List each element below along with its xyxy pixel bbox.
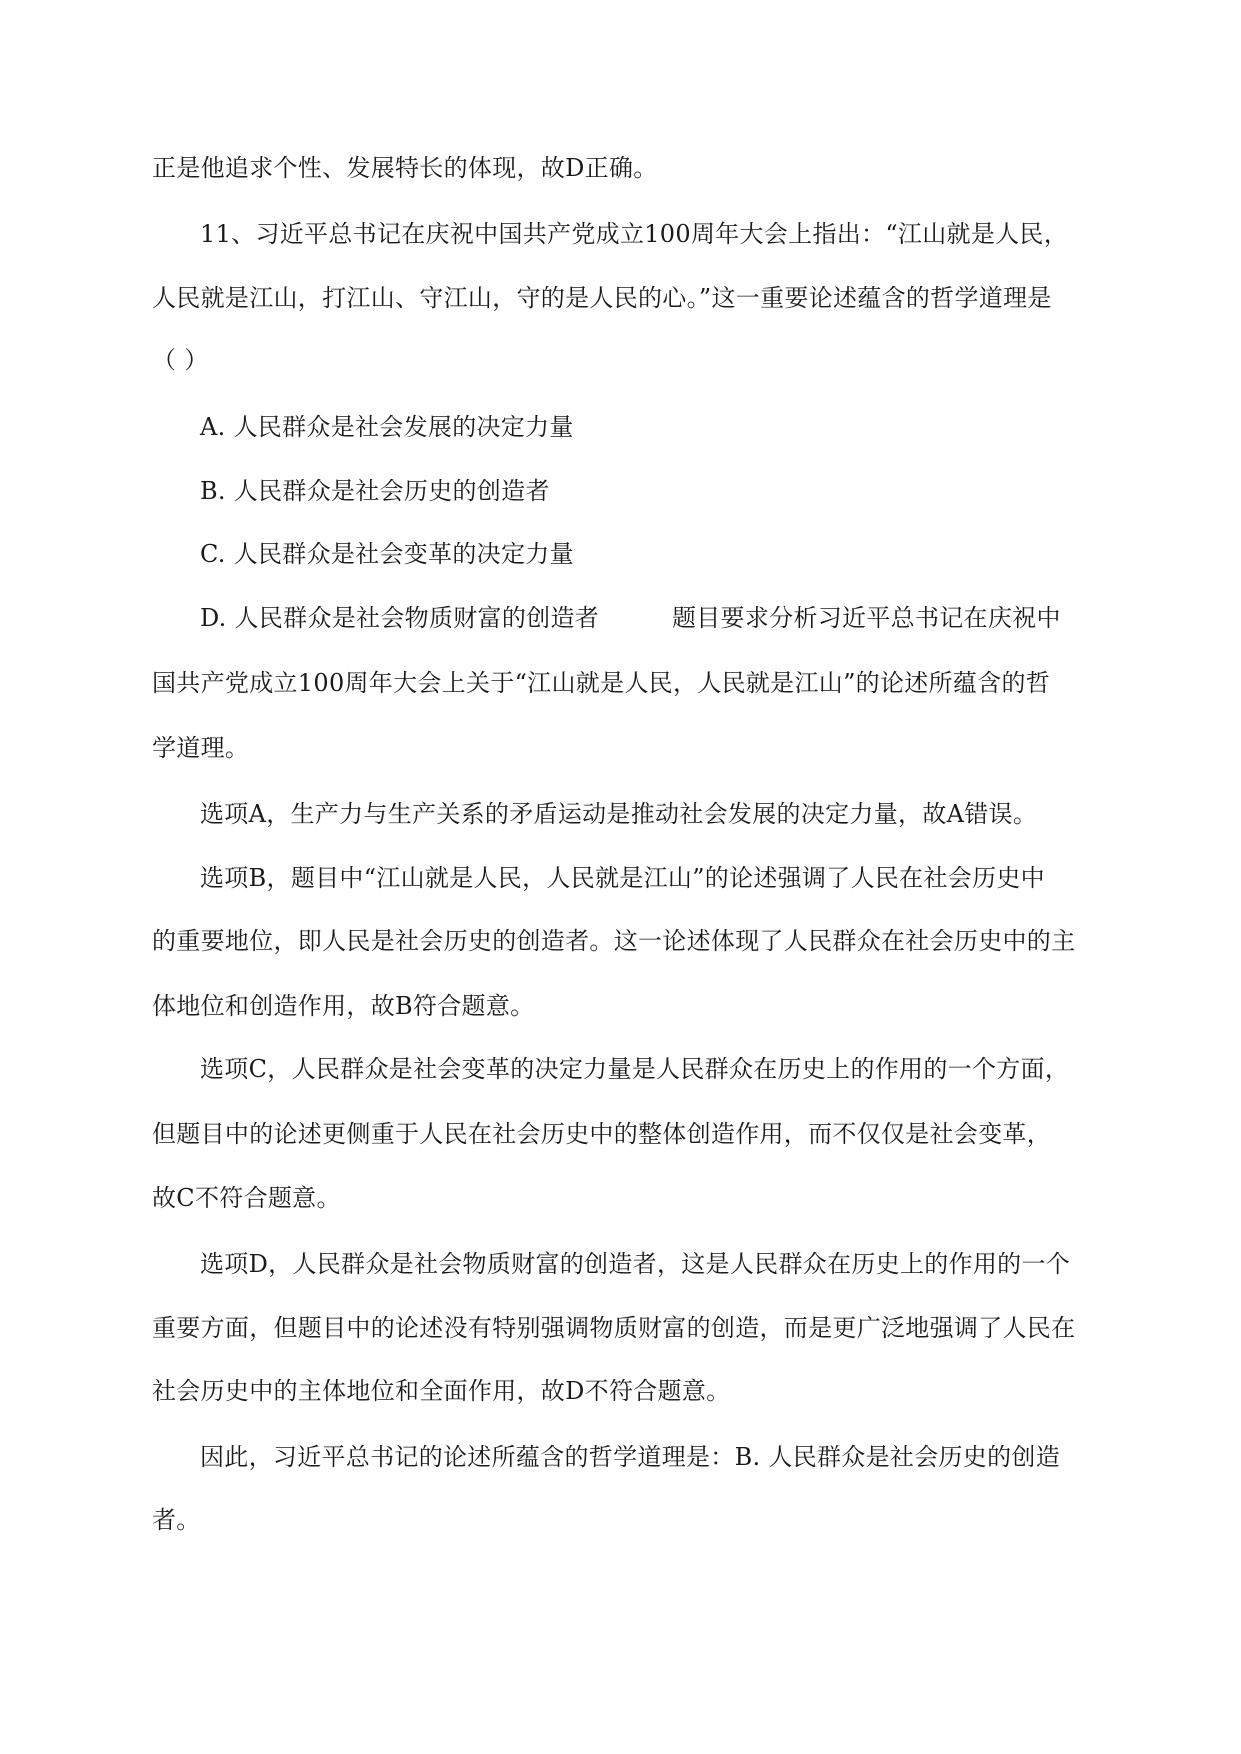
analysis-option-c-cont: 但题目中的论述更侧重于人民在社会历史中的整体创造作用，而不仅仅是社会变革， bbox=[152, 1120, 1052, 1148]
analysis-option-d-end: 社会历史中的主体地位和全面作用，故D不符合题意。 bbox=[152, 1377, 731, 1405]
question-11-stem-cont: 人民就是江山，打江山、守江山，守的是人民的心。”这一重要论述蕴含的哲学道理是 bbox=[152, 284, 1052, 312]
analysis-intro: 国共产党成立100周年大会上关于“江山就是人民，人民就是江山”的论述所蕴含的哲 bbox=[152, 669, 1051, 697]
option-d-and-analysis: D. 人民群众是社会物质财富的创造者 题目要求分析习近平总书记在庆祝中 bbox=[200, 604, 1061, 632]
analysis-option-c: 选项C，人民群众是社会变革的决定力量是人民群众在历史上的作用的一个方面， bbox=[200, 1055, 1070, 1083]
analysis-option-c-end: 故C不符合题意。 bbox=[152, 1184, 341, 1212]
analysis-option-d-cont: 重要方面，但题目中的论述没有特别强调物质财富的创造，而是更广泛地强调了人民在 bbox=[152, 1314, 1076, 1342]
analysis-intro-end: 学道理。 bbox=[152, 734, 250, 762]
option-c: C. 人民群众是社会变革的决定力量 bbox=[200, 540, 574, 568]
analysis-option-d: 选项D，人民群众是社会物质财富的创造者，这是人民群众在历史上的作用的一个 bbox=[200, 1250, 1071, 1278]
analysis-option-b-end: 体地位和创造作用，故B符合题意。 bbox=[152, 992, 535, 1020]
text-line-prev-answer-end: 正是他追求个性、发展特长的体现，故D正确。 bbox=[152, 154, 658, 182]
question-11-blank: （ ） bbox=[152, 346, 209, 374]
conclusion-end: 者。 bbox=[152, 1506, 201, 1534]
analysis-option-b: 选项B，题目中“江山就是人民，人民就是江山”的论述强调了人民在社会历史中 bbox=[200, 864, 1045, 892]
analysis-option-a: 选项A，生产力与生产关系的矛盾运动是推动社会发展的决定力量，故A错误。 bbox=[200, 800, 1038, 828]
analysis-option-b-cont: 的重要地位，即人民是社会历史的创造者。这一论述体现了人民群众在社会历史中的主 bbox=[152, 927, 1076, 955]
question-11-stem: 11、习近平总书记在庆祝中国共产党成立100周年大会上指出：“江山就是人民， bbox=[200, 220, 1069, 248]
option-b: B. 人民群众是社会历史的创造者 bbox=[200, 477, 550, 505]
conclusion: 因此，习近平总书记的论述所蕴含的哲学道理是：B. 人民群众是社会历史的创造 bbox=[200, 1443, 1060, 1471]
option-a: A. 人民群众是社会发展的决定力量 bbox=[200, 413, 574, 441]
